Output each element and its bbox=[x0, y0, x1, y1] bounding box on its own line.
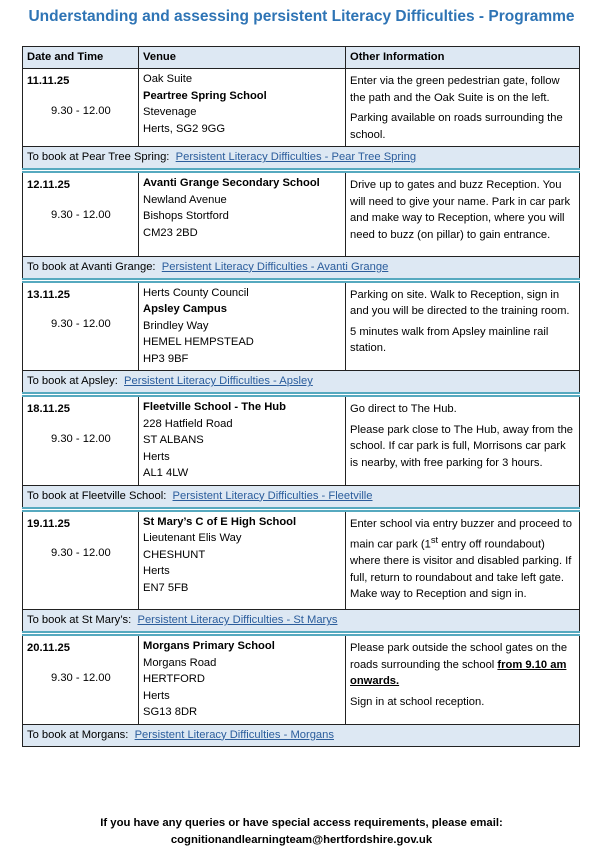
venue-line: Morgans Road bbox=[143, 656, 217, 669]
info-text: Please park outside the school gates on the roads surrounding the school bbox=[350, 642, 568, 671]
venue-name: Peartree Spring School bbox=[143, 89, 267, 102]
session-time: 9.30 - 12.00 bbox=[51, 208, 111, 221]
info-cell bbox=[346, 172, 580, 256]
info-paragraph: 5 minutes walk from Apsley mainline rail station. bbox=[350, 325, 549, 354]
booking-link[interactable]: Persistent Literacy Difficulties - Fleetville bbox=[172, 489, 373, 502]
session-row bbox=[23, 635, 580, 724]
date-cell bbox=[23, 635, 139, 724]
date-cell bbox=[23, 511, 139, 610]
venue-line: Herts, SG2 9GG bbox=[143, 122, 226, 135]
venue-name: St Mary’s C of E High School bbox=[143, 515, 297, 528]
info-paragraph: Parking available on roads surrounding the school. bbox=[350, 112, 563, 141]
venue-line: Herts bbox=[143, 565, 170, 577]
venue-line: AL1 4LW bbox=[143, 467, 189, 479]
table-header-row bbox=[23, 47, 580, 69]
venue-cell bbox=[139, 511, 346, 610]
venue-line: Newland Avenue bbox=[143, 193, 227, 206]
session-row bbox=[23, 282, 580, 371]
info-emphasis: from 9.10 am onwards. bbox=[350, 658, 567, 687]
info-cell bbox=[346, 511, 580, 610]
booking-link[interactable]: Persistent Literacy Difficulties - Avanti Grange bbox=[161, 260, 389, 273]
venue-line: Bishops Stortford bbox=[143, 210, 229, 222]
venue-line: HEMEL HEMPSTEAD bbox=[143, 336, 254, 348]
venue-line: Herts bbox=[143, 450, 170, 463]
venue-line: ST ALBANS bbox=[143, 434, 204, 446]
venue-name: Apsley Campus bbox=[143, 303, 227, 315]
session-time: 9.30 - 12.00 bbox=[51, 104, 111, 117]
info-cell bbox=[346, 282, 580, 371]
info-cell bbox=[346, 69, 580, 147]
info-paragraph: Enter via the green pedestrian gate, follow the path and the Oak Suite is on the left. bbox=[350, 75, 560, 104]
info-paragraph: Sign in at school reception. bbox=[350, 695, 485, 708]
venue-line: Oak Suite bbox=[143, 73, 193, 85]
session-time: 9.30 - 12.00 bbox=[51, 318, 111, 330]
date-cell bbox=[23, 282, 139, 371]
venue-name: Fleetville School - The Hub bbox=[143, 401, 286, 413]
booking-row bbox=[23, 256, 580, 279]
session-row bbox=[23, 396, 580, 485]
date-cell bbox=[23, 396, 139, 485]
session-time: 9.30 - 12.00 bbox=[51, 432, 111, 445]
venue-cell bbox=[139, 69, 346, 147]
info-paragraph: Drive up to gates and buzz Reception. You will need to give your name. Park in car park and make way to Reception, where you will need to buzz (on pillar) to gain entrance. bbox=[350, 179, 571, 241]
footer-note: If you have any queries or have special access requirements, please email: bbox=[100, 817, 503, 829]
booking-label: To book at Fleetville School: bbox=[27, 489, 167, 502]
info-text: Enter school via entry buzzer and proceed to main car park (1 bbox=[350, 517, 573, 551]
session-time: 9.30 - 12.00 bbox=[51, 547, 111, 559]
venue-line: Stevenage bbox=[143, 106, 197, 118]
venue-line: Herts bbox=[143, 689, 170, 702]
venue-line: 228 Hatfield Road bbox=[143, 417, 233, 430]
info-paragraph bbox=[350, 516, 575, 603]
footer bbox=[0, 815, 603, 849]
booking-label: To book at Morgans: bbox=[27, 728, 129, 741]
contact-email[interactable]: cognitionandlearningteam@hertfordshire.gov.uk bbox=[170, 834, 433, 846]
booking-row bbox=[23, 610, 580, 633]
booking-label: To book at Pear Tree Spring: bbox=[27, 151, 170, 164]
booking-label: To book at St Mary’s: bbox=[27, 614, 132, 627]
booking-link[interactable]: Persistent Literacy Difficulties - St Marys bbox=[137, 614, 338, 627]
session-date: 12.11.25 bbox=[27, 179, 70, 191]
venue-name: Morgans Primary School bbox=[143, 640, 275, 652]
info-cell bbox=[346, 396, 580, 485]
session-date: 19.11.25 bbox=[27, 517, 70, 530]
booking-label: To book at Avanti Grange: bbox=[27, 260, 156, 273]
session-date: 13.11.25 bbox=[27, 288, 70, 301]
session-date: 20.11.25 bbox=[27, 642, 70, 654]
venue-line: Herts County Council bbox=[143, 286, 249, 299]
session-row bbox=[23, 69, 580, 147]
session-row bbox=[23, 172, 580, 256]
programme-table bbox=[22, 46, 580, 747]
booking-label: To book at Apsley: bbox=[27, 375, 118, 388]
venue-cell bbox=[139, 172, 346, 256]
booking-link[interactable]: Persistent Literacy Difficulties - Morgans bbox=[134, 728, 334, 741]
info-paragraph bbox=[350, 640, 575, 690]
venue-line: HP3 9BF bbox=[143, 352, 189, 365]
session-date: 11.11.25 bbox=[27, 75, 70, 87]
booking-row bbox=[23, 485, 580, 508]
venue-cell bbox=[139, 282, 346, 371]
booking-link[interactable]: Persistent Literacy Difficulties - Pear Tree Spring bbox=[175, 151, 417, 164]
venue-line: SG13 8DR bbox=[143, 706, 198, 718]
booking-link[interactable]: Persistent Literacy Difficulties - Apsley bbox=[124, 375, 313, 388]
venue-line: Lieutenant Elis Way bbox=[143, 532, 242, 544]
session-time: 9.30 - 12.00 bbox=[51, 671, 111, 684]
booking-row bbox=[23, 371, 580, 394]
venue-line: CHESHUNT bbox=[143, 548, 206, 561]
page-title: Understanding and assessing persistent Literacy Difficulties - Programme bbox=[28, 8, 575, 25]
info-text: entry off roundabout) where there is visitor and disabled parking. If full, return to roundabout and take left gate. Make way to Reception and sign in. bbox=[350, 538, 572, 601]
venue-line: Brindley Way bbox=[143, 319, 209, 332]
info-paragraph: Please park close to The Hub, away from the school. If car park is full, Morrisons car park is nearby, with free parking for 3 hours. bbox=[350, 423, 574, 469]
venue-cell bbox=[139, 396, 346, 485]
venue-line: EN7 5FB bbox=[143, 581, 189, 594]
header-venue: Venue bbox=[139, 47, 346, 69]
venue-line: CM23 2BD bbox=[143, 226, 198, 239]
info-cell bbox=[346, 635, 580, 724]
date-cell bbox=[23, 172, 139, 256]
info-paragraph: Parking on site. Walk to Reception, sign in and you will be directed to the training room. bbox=[350, 288, 570, 317]
venue-name: Avanti Grange Secondary School bbox=[143, 177, 320, 189]
venue-cell bbox=[139, 635, 346, 724]
booking-row bbox=[23, 147, 580, 170]
info-superscript: st bbox=[430, 535, 439, 545]
session-row bbox=[23, 511, 580, 610]
booking-row bbox=[23, 724, 580, 746]
info-paragraph: Go direct to The Hub. bbox=[350, 403, 457, 415]
header-date: Date and Time bbox=[23, 47, 139, 69]
date-cell bbox=[23, 69, 139, 147]
venue-line: HERTFORD bbox=[143, 673, 205, 685]
header-info: Other Information bbox=[346, 47, 580, 69]
session-date: 18.11.25 bbox=[27, 403, 70, 415]
